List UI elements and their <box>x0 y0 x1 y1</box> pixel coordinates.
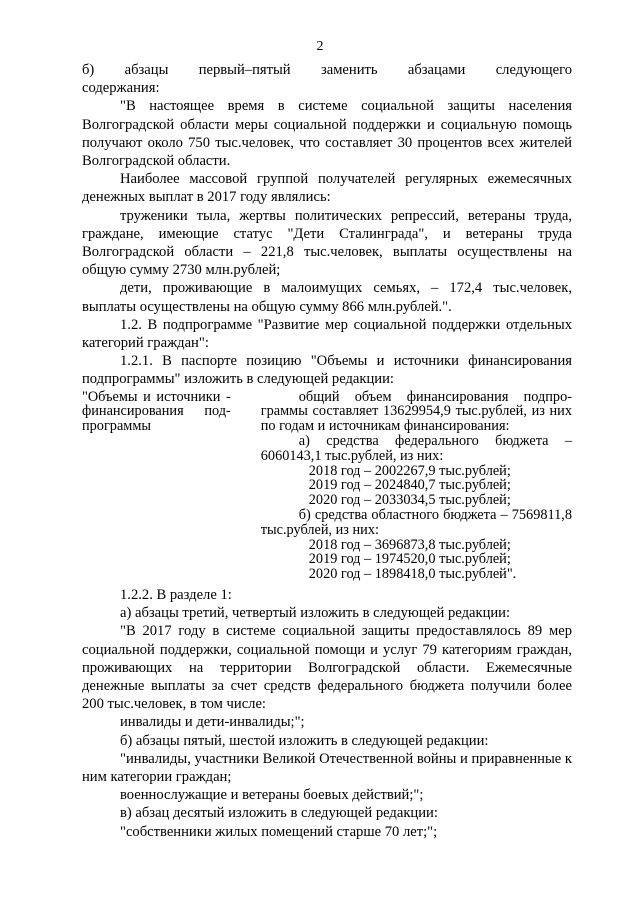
federal-year-amount: 2018 год – 2002267,9 тыс.рублей; <box>308 462 511 479</box>
paragraph: труженики тыла, жертвы политических репрессий, ветераны труда, граждане, имеющие статус "Дети Сталинграда", и ветераны труда Волгоградской области – 221,8 тыс.человек, выплаты осуществлены на общую сумму 2730 млн.рублей; <box>82 207 572 279</box>
paragraph: 1.2. В подпрограмме "Развитие мер социальной поддержки отдельных категорий граждан": <box>82 316 572 352</box>
page-number: 2 <box>316 39 324 54</box>
regional-year-amount: 2019 год – 1974520,0 тыс.рублей; <box>308 551 511 568</box>
paragraph: "инвалиды, участники Великой Отечественной войны и приравненные к ним категории граждан; <box>82 750 572 786</box>
federal-budget-head: а) средства федерального бюджета – 6060143,1 тыс.рублей, из них: <box>260 433 572 464</box>
regional-budget-head: б) средства областного бюджета – 7569811,8 тыс.рублей, из них: <box>260 507 572 538</box>
paragraph: б) абзацы первый–пятый заменить абзацами следующего <box>82 62 572 78</box>
financing-table <box>82 390 572 582</box>
paragraph: "В настоящее время в системе социальной защиты населения Волгоградской области меры социальной поддержки и социальную помощь получают около 750 тыс.человек, что составляет 30 процентов всех жителей Волгоградской области. <box>82 98 572 170</box>
paragraph: 1.2.2. В разделе 1: <box>120 587 232 604</box>
table-left-cell <box>82 390 231 582</box>
federal-year-amount: 2019 год – 2024840,7 тыс.рублей; <box>308 477 511 494</box>
paragraph: Наиболее массовой группой получателей регулярных ежемесячных денежных выплат в 2017 году являлись: <box>82 171 572 206</box>
regional-year-amount: 2020 год – 1898418,0 тыс.рублей". <box>308 566 517 583</box>
paragraph: военнослужащие и ветераны боевых действий;"; <box>120 787 424 804</box>
table-left-text: "Объемы и источники - финансирования под- программы <box>82 388 231 435</box>
document-body <box>82 61 572 841</box>
paragraph: в) абзац десятый изложить в следующей редакции: <box>120 805 438 822</box>
federal-year-amount: 2020 год – 2033034,5 тыс.рублей; <box>308 492 511 509</box>
paragraph: 1.2.1. В паспорте позицию "Объемы и источники финансирования подпрограммы" изложить в следующей редакции: <box>82 353 572 388</box>
paragraph: а) абзацы третий, четвертый изложить в следующей редакции: <box>120 605 511 622</box>
paragraph: б) абзацы пятый, шестой изложить в следующей редакции: <box>120 732 489 749</box>
paragraph: "В 2017 году в системе социальной защиты предоставлялось 89 мер социальной поддержки, социальной помощи и услуг 79 категориям граждан, проживающих на территории Волгоградской области. Ежемесячные денежные выплаты за счет средств федерального бюджета получили более 200 тыс.человек, в том числе: <box>82 623 572 713</box>
table-right-cell <box>261 390 572 582</box>
regional-year-amount: 2018 год – 3696873,8 тыс.рублей; <box>308 536 511 553</box>
financing-total: общий объем финансирования подпро- граммы составляет 13629954,9 тыс.рублей, из них по годам и источникам финансирования: <box>260 388 572 435</box>
paragraph: дети, проживающие в малоимущих семьях, – 172,4 тыс.человек, выплаты осуществлены на общую сумму 866 млн.рублей.". <box>82 280 572 315</box>
paragraph: содержания: <box>82 80 160 97</box>
paragraph: инвалиды и дети-инвалиды;"; <box>120 714 305 731</box>
paragraph: "собственники жилых помещений старше 70 лет;"; <box>120 823 438 840</box>
